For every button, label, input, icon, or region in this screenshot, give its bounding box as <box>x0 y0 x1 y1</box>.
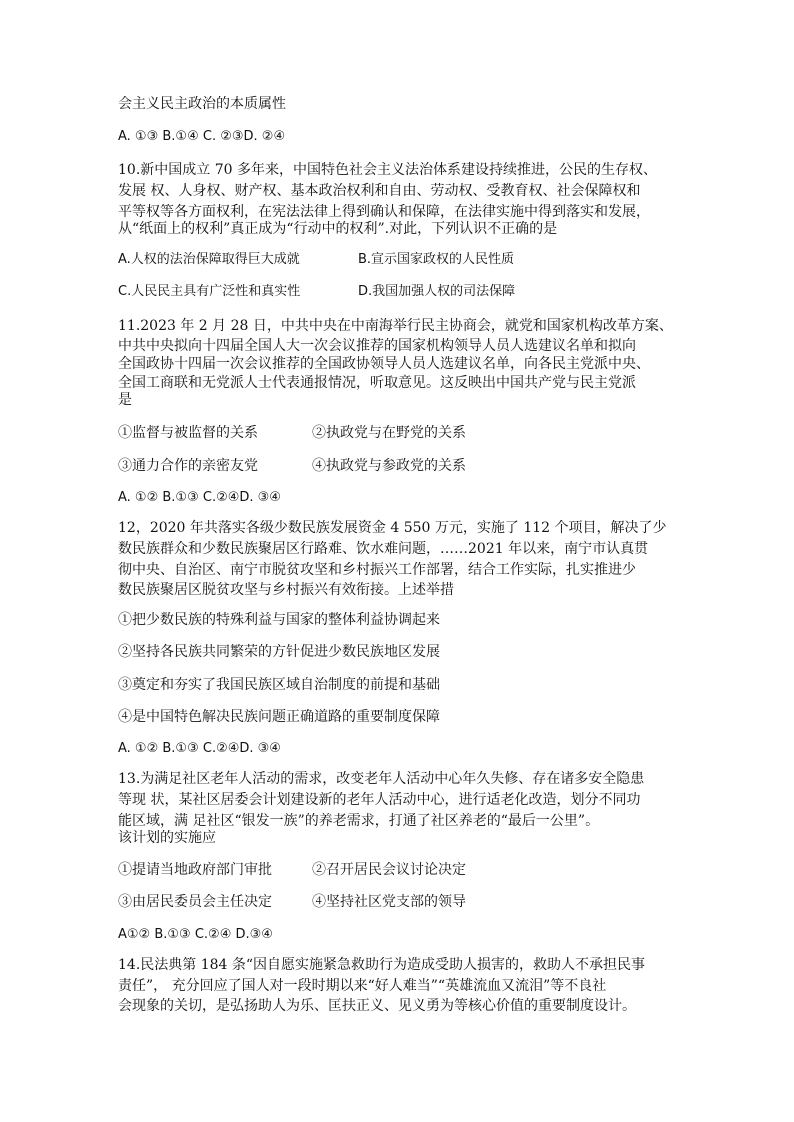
q10-line-2: 发展 权、人身权、财产权、基本政治权利和自由、劳动权、受教育权、社会保障权和 <box>118 183 641 199</box>
q11-item-2: ②执政党与在野党的关系 <box>312 425 466 441</box>
q9-options: A. ①③ B.①④ C. ②③D. ②④ <box>118 129 286 144</box>
q13-line-3: 能区域，满 足社区“银发一族”的养老需求，打通了社区养老的“最后一公里”。 <box>118 813 600 829</box>
q12-line-4: 数民族聚居区脱贫攻坚与乡村振兴有效衔接。上述举措 <box>118 582 454 598</box>
q14-line-3: 会现象的关切，是弘扬助人为乐、匡扶正义、见义勇为等核心价值的重要制度设计。 <box>118 998 636 1014</box>
q10-option-c: C.人民民主具有广泛性和真实性 <box>118 284 301 299</box>
q12-item-4: ④是中国特色解决民族问题正确道路的重要制度保障 <box>118 709 440 725</box>
q11-line-3: 全国政协十四届一次会议推荐的全国政协领导人员人选建议名单，向各民主党派中央、 <box>118 356 650 372</box>
q12-line-2: 数民族群众和少数民族聚居区行路难、饮水难问题，……2021 年以来，南宁市认真贯 <box>118 541 649 557</box>
q10-option-b: B.宣示国家政权的人民性质 <box>358 252 515 267</box>
q12-options: A. ①② B.①③ C.②④D. ③④ <box>118 741 281 756</box>
q13-line-4: 该计划的实施应 <box>118 830 216 846</box>
q11-item-3: ③通力合作的亲密友党 <box>118 458 258 474</box>
q12-item-1: ①把少数民族的特殊利益与国家的整体利益协调起来 <box>118 612 440 628</box>
q10-option-d: D.我国加强人权的司法保障 <box>358 284 516 299</box>
q13-item-2: ②召开居民会议讨论决定 <box>312 862 466 878</box>
q10-line-4: 从“纸面上的权利”真正成为“行动中的权利”.对此，下列认识不正确的是 <box>118 221 558 237</box>
q10-line-3: 平等权等各方面权利，在宪法法律上得到确认和保障，在法律实施中得到落实和发展， <box>118 204 650 220</box>
q11-item-4: ④执政党与参政党的关系 <box>312 458 466 474</box>
q10-line-1: 10.新中国成立 70 多年来，中国特色社会主义法治体系建设持续推进，公民的生存权、 <box>118 162 657 178</box>
q12-item-3: ③奠定和夯实了我国民族区域自治制度的前提和基础 <box>118 677 440 693</box>
q11-line-1: 11.2023 年 2 月 28 日，中共中央在中南海举行民主协商会，就党和国家机构改革方案、 <box>118 318 673 334</box>
q14-line-1: 14.民法典第 184 条“因自愿实施紧急救助行为造成受助人损害的，救助人不承担民事 <box>118 957 646 973</box>
q13-item-1: ①提请当地政府部门审批 <box>118 862 272 878</box>
q12-line-1: 12，2020 年共落实各级少数民族发展资金 4 550 万元，实施了 112 个项目，解决了少 <box>118 520 667 536</box>
q11-line-4: 全国工商联和无党派人士代表通报情况，听取意见。这反映出中国共产党与民主党派 <box>118 375 636 391</box>
continued-text: 会主义民主政治的本质属性 <box>118 96 286 112</box>
q11-item-1: ①监督与被监督的关系 <box>118 425 258 441</box>
q11-options: A. ①② B.①③ C.②④D. ③④ <box>118 490 281 505</box>
q11-line-2: 中共中央拟向十四届全国人大一次会议推荐的国家机构领导人员人选建议名单和拟向 <box>118 338 636 354</box>
q13-options: A①② B.①③ C.②④ D.③④ <box>118 927 273 942</box>
q13-line-1: 13.为满足社区老年人活动的需求，改变老年人活动中心年久失修、存在诸多安全隐患 <box>118 771 645 787</box>
q12-item-2: ②坚持各民族共同繁荣的方针促进少数民族地区发展 <box>118 644 440 660</box>
q11-line-5: 是 <box>118 392 132 408</box>
q12-line-3: 彻中央、自治区、南宁市脱贫攻坚和乡村振兴工作部署，结合工作实际，扎实推进少 <box>118 562 636 578</box>
q14-line-2: 责任”， 充分回应了国人对一段时期以来“好人难当”“英雄流血又流泪”等不良社 <box>118 978 607 994</box>
q13-item-3: ③由居民委员会主任决定 <box>118 894 272 910</box>
q13-item-4: ④坚持社区党支部的领导 <box>312 894 466 910</box>
q13-line-2: 等现 状，某社区居委会计划建设新的老年人活动中心，进行适老化改造，划分不同功 <box>118 792 641 808</box>
q10-option-a: A.人权的法治保障取得巨大成就 <box>118 252 300 267</box>
